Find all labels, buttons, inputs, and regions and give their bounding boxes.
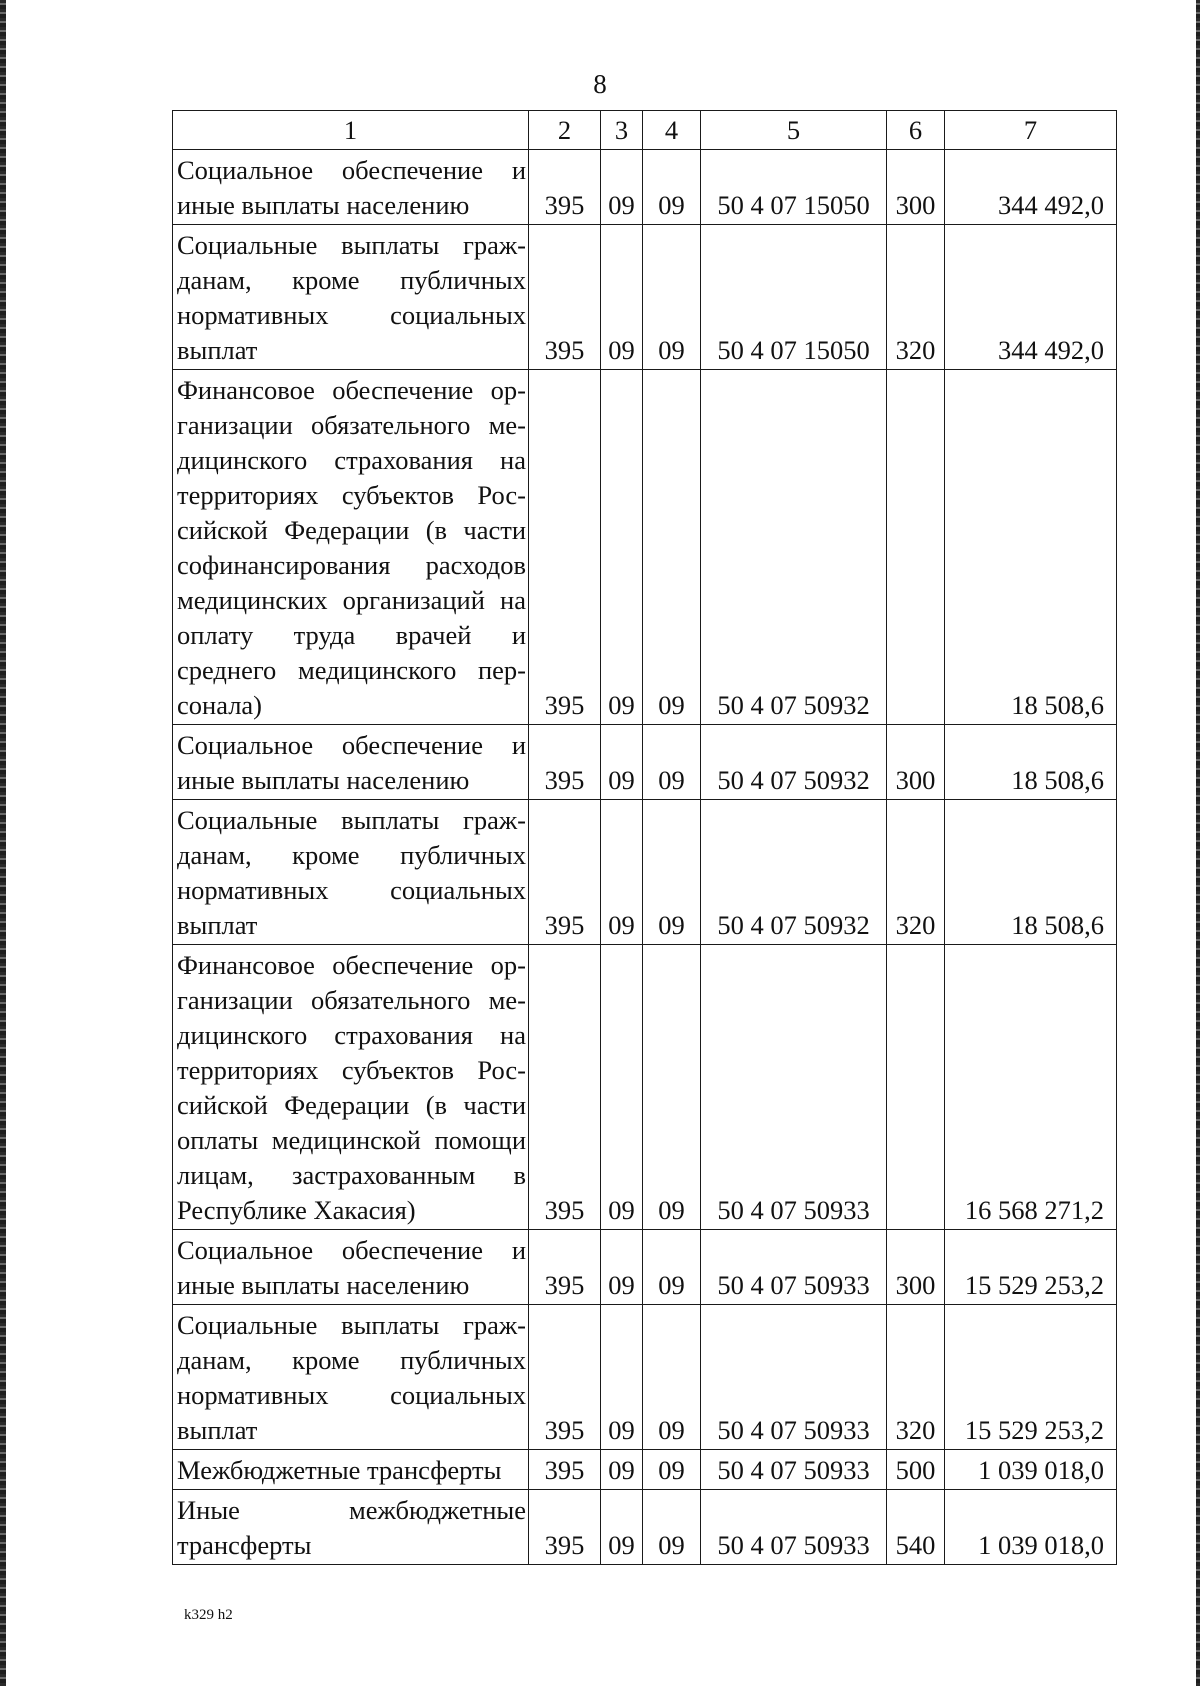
row-expense-type [887,945,945,1230]
row-target-article: 50 4 07 50933 [701,1230,887,1305]
row-expense-type: 500 [887,1450,945,1490]
table-row [173,945,1117,1230]
row-expense-type: 320 [887,800,945,945]
row-expense-type: 300 [887,1230,945,1305]
row-name: Финансовое обеспечение организации обязательного медицинского страхования на территориях субъектов Российской Федерации (в части софинансирования расходов медицинских организаций на оплату труда врачей и среднего медицинского персонала) [173,370,529,725]
row-name: Социальные выплаты гражданам, кроме публичных нормативных социальных выплат [173,225,529,370]
row-name: Финансовое обеспечение организации обязательного медицинского страхования на территориях субъектов Российской Федерации (в части оплаты медицинской помощи лицам, застрахованным в Республике Хакасия) [173,945,529,1230]
row-target-article: 50 4 07 15050 [701,150,887,225]
table-row [173,1450,1117,1490]
row-ministry-code: 395 [529,945,601,1230]
row-amount: 16 568 271,2 [945,945,1117,1230]
row-target-article: 50 4 07 50932 [701,725,887,800]
row-expense-type: 540 [887,1490,945,1565]
row-name: Социальное обеспечение и иные выплаты населению [173,150,529,225]
row-subsection: 09 [643,1490,701,1565]
column-header: 5 [701,111,887,150]
column-header: 1 [173,111,529,150]
row-subsection: 09 [643,150,701,225]
row-subsection: 09 [643,1450,701,1490]
row-expense-type: 300 [887,725,945,800]
row-name: Социальные выплаты гражданам, кроме публичных нормативных социальных выплат [173,1305,529,1450]
row-amount: 18 508,6 [945,725,1117,800]
column-header: 7 [945,111,1117,150]
row-section: 09 [601,1490,643,1565]
row-target-article: 50 4 07 50933 [701,1490,887,1565]
row-section: 09 [601,800,643,945]
row-subsection: 09 [643,800,701,945]
row-name: Иные межбюджетные трансферты [173,1490,529,1565]
row-ministry-code: 395 [529,1305,601,1450]
row-ministry-code: 395 [529,1490,601,1565]
row-ministry-code: 395 [529,225,601,370]
budget-table [172,110,1117,1565]
row-target-article: 50 4 07 15050 [701,225,887,370]
row-section: 09 [601,150,643,225]
row-amount: 344 492,0 [945,225,1117,370]
row-ministry-code: 395 [529,370,601,725]
row-subsection: 09 [643,945,701,1230]
row-ministry-code: 395 [529,725,601,800]
table-row [173,725,1117,800]
row-subsection: 09 [643,370,701,725]
table-row [173,1230,1117,1305]
row-section: 09 [601,1305,643,1450]
row-amount: 1 039 018,0 [945,1490,1117,1565]
page-number: 8 [593,69,607,99]
row-name: Социальные выплаты гражданам, кроме публичных нормативных социальных выплат [173,800,529,945]
row-ministry-code: 395 [529,1450,601,1490]
table-row [173,370,1117,725]
column-header: 6 [887,111,945,150]
table-row [173,800,1117,945]
row-section: 09 [601,1450,643,1490]
row-amount: 15 529 253,2 [945,1305,1117,1450]
row-amount: 1 039 018,0 [945,1450,1117,1490]
table-header-row [173,111,1117,150]
row-expense-type: 300 [887,150,945,225]
column-header: 2 [529,111,601,150]
row-target-article: 50 4 07 50933 [701,1450,887,1490]
row-name: Социальное обеспечение и иные выплаты населению [173,725,529,800]
table-row [173,1305,1117,1450]
document-code: k329 h2 [184,1607,233,1623]
row-target-article: 50 4 07 50932 [701,800,887,945]
row-amount: 344 492,0 [945,150,1117,225]
column-header: 3 [601,111,643,150]
row-section: 09 [601,370,643,725]
row-ministry-code: 395 [529,150,601,225]
row-subsection: 09 [643,225,701,370]
row-name: Социальное обеспечение и иные выплаты населению [173,1230,529,1305]
row-amount: 15 529 253,2 [945,1230,1117,1305]
row-name: Межбюджетные трансферты [173,1450,529,1490]
row-section: 09 [601,725,643,800]
table-row [173,225,1117,370]
row-target-article: 50 4 07 50933 [701,1305,887,1450]
row-section: 09 [601,945,643,1230]
table-row [173,1490,1117,1565]
row-subsection: 09 [643,725,701,800]
scan-right-edge [1196,0,1200,1686]
column-header: 4 [643,111,701,150]
row-amount: 18 508,6 [945,370,1117,725]
row-ministry-code: 395 [529,1230,601,1305]
row-subsection: 09 [643,1305,701,1450]
row-expense-type [887,370,945,725]
row-section: 09 [601,225,643,370]
row-ministry-code: 395 [529,800,601,945]
row-subsection: 09 [643,1230,701,1305]
row-section: 09 [601,1230,643,1305]
table-row [173,150,1117,225]
scan-left-edge [0,0,6,1686]
row-expense-type: 320 [887,225,945,370]
row-amount: 18 508,6 [945,800,1117,945]
row-target-article: 50 4 07 50933 [701,945,887,1230]
row-target-article: 50 4 07 50932 [701,370,887,725]
row-expense-type: 320 [887,1305,945,1450]
